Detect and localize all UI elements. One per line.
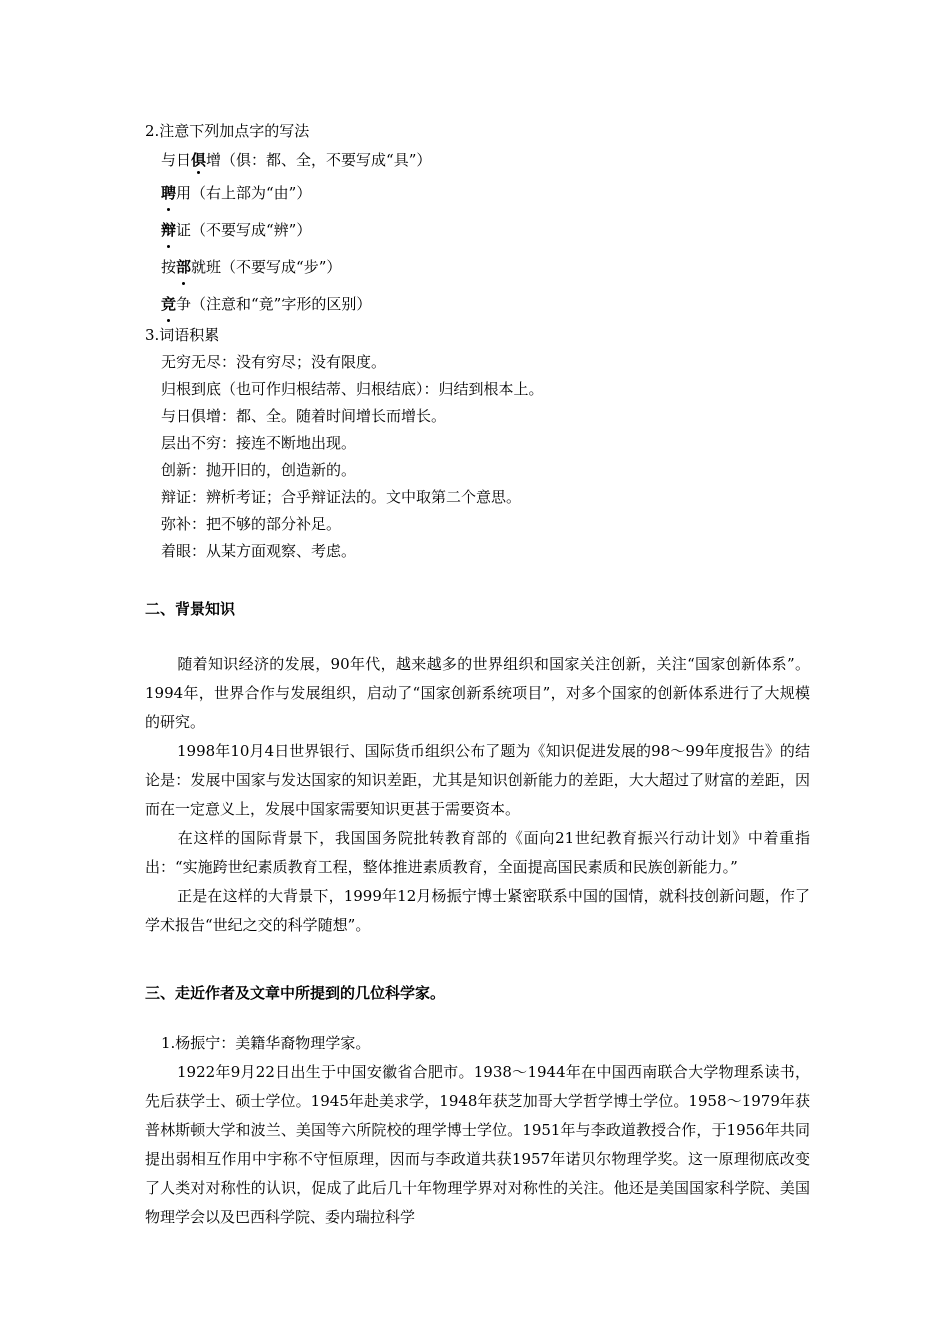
spelling-heading: 2.注意下列加点字的写法 [145, 122, 310, 140]
vocab-item: 归根到底（也可作归根结蒂、归根结底）：归结到根本上。 [161, 380, 544, 398]
background-paragraph: 随着知识经济的发展，90年代，越来越多的世界组织和国家关注创新，关注“国家创新体系”。1994年，世界合作与发展组织，启动了“国家创新系统项目”，对多个国家的创新体系进行了大规模的研究。 [145, 655, 810, 731]
vocab-item: 着眼：从某方面观察、考虑。 [161, 542, 357, 560]
scientists-sub [145, 1030, 825, 1057]
vocab-item: 无穷无尽：没有穷尽；没有限度。 [161, 353, 387, 371]
background-heading: 二、背景知识 [145, 600, 236, 618]
vocab-heading: 3.词语积累 [145, 326, 220, 344]
vocab-item: 与日俱增：都、全。随着时间增长而增长。 [161, 407, 447, 425]
spelling-item: 竞争（注意和“竟”字形的区别） [145, 286, 825, 323]
background-section [145, 596, 825, 623]
spelling-item: 与日俱增（俱：都、全，不要写成“具”） [145, 145, 825, 175]
background-paragraph: 在这样的国际背景下，我国国务院批转教育部的《面向21世纪教育振兴行动计划》中着重指出：“实施跨世纪素质教育工程，整体推进素质教育，全面提高国民素质和民族创新能力。” [145, 829, 810, 876]
spelling-item: 辩证（不要写成“辨”） [145, 212, 825, 249]
vocab-item: 层出不穷：接连不断地出现。 [161, 434, 357, 452]
vocab-section [145, 322, 825, 565]
dotted-char: 竞 [161, 286, 176, 323]
dotted-char: 聘 [161, 175, 176, 212]
spelling-item: 聘用（右上部为“由”） [145, 175, 825, 212]
dotted-char: 部 [176, 249, 191, 286]
vocab-item: 创新：抛开旧的，创造新的。 [161, 461, 357, 479]
scientist-paragraph: 1922年9月22日出生于中国安徽省合肥市。1938～1944年在中国西南联合大学物理系读书，先后获学士、硕士学位。1945年赴美求学，1948年获芝加哥大学哲学博士学位。1958～1979年获普林斯顿大学和波兰、美国等六所院校的理学博士学位。1951年与李政道教授合作，于1956年共同提出弱相互作用中宇称不守恒原理，因而与李政道共获1957年诺贝尔物理学奖。这一原理彻底改变了人类对对称性的认识，促成了此后几十年物理学界对对称性的关注。他还是美国国家科学院、美国物理学会以及巴西科学院、委内瑞拉科学 [145, 1063, 810, 1226]
scientists-body [145, 1058, 810, 1232]
spelling-item: 按部就班（不要写成“步”） [145, 249, 825, 286]
vocab-item: 弥补：把不够的部分补足。 [161, 515, 342, 533]
dotted-char: 俱 [191, 145, 206, 175]
scientists-section [145, 980, 825, 1007]
background-paragraph: 1998年10月4日世界银行、国际货币组织公布了题为《知识促进发展的98～99年度报告》的结论是：发展中国家与发达国家的知识差距，尤其是知识创新能力的差距，大大超过了财富的差距，因而在一定意义上，发展中国家需要知识更甚于需要资本。 [145, 742, 810, 818]
dotted-char: 辩 [161, 212, 176, 249]
background-body [145, 650, 810, 940]
spelling-section [145, 118, 825, 323]
scientist-title: 1.杨振宁：美籍华裔物理学家。 [161, 1034, 371, 1052]
scientists-heading: 三、走近作者及文章中所提到的几位科学家。 [145, 984, 446, 1002]
background-paragraph: 正是在这样的大背景下，1999年12月杨振宁博士紧密联系中国的国情，就科技创新问题，作了学术报告“世纪之交的科学随想”。 [145, 887, 810, 934]
vocab-item: 辩证：辨析考证；合乎辩证法的。文中取第二个意思。 [161, 488, 522, 506]
